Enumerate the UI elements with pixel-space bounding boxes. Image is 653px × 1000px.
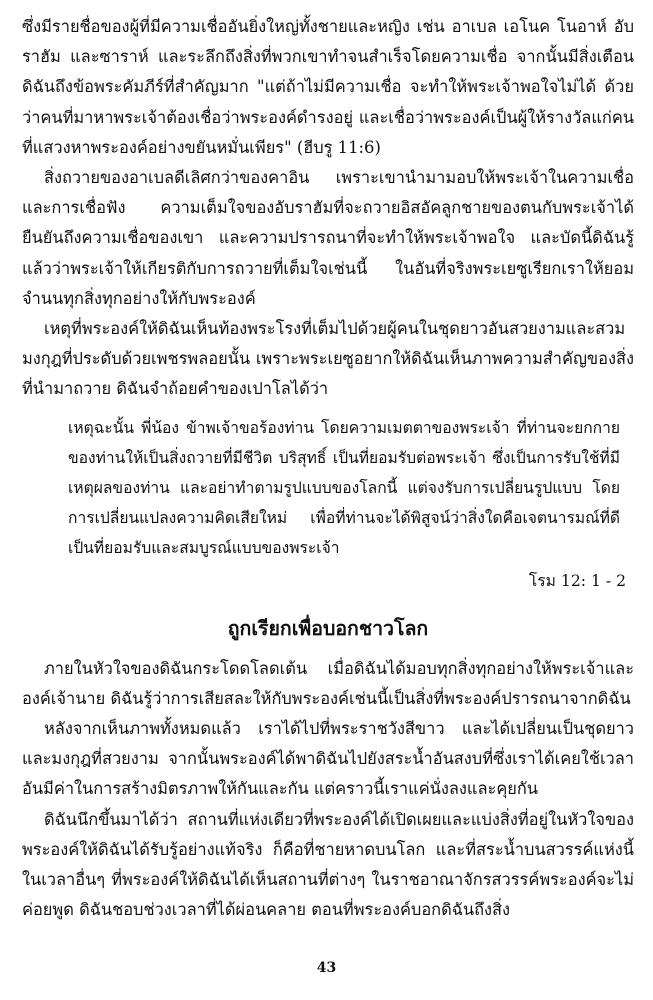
paragraph-5: หลังจากเห็นภาพทั้งหมดแล้ว เราได้ไปที่พระราชวังสีขาว และได้เปลี่ยนเป็นชุดยาวและมงกุฎที่สวยงาม จากนั้นพระองค์ได้พาดิฉันไปยังสระน้ำอันสงบที่ซึ่งเราได้เคยใช้เวลาอันมีค่าในการสร้างมิตรภาพให้กันและกัน แต่คราวนี้เราแค่นั่งลงและคุยกัน [22,719,634,799]
section-heading: ถูกเรียกเพื่อบอกชาวโลก [227,616,429,640]
paragraph-1: ซึ่งมีรายชื่อของผู้ที่มีความเชื่ออันยิ่งใหญ่ทั้งชายและหญิง เช่น อาเบล เอโนค โนอาห์ อับราฮัม และซาราห์ และระลึกถึงสิ่งที่พวกเขาทำจนสำเร็จโดยความเชื่อ จากนั้นมีสิ่งเตือนดิฉันถึงข้อพระคัมภีร์ที่สำคัญมาก "แต่ถ้าไม่มีความเชื่อ จะทำให้พระเจ้าพอใจไม่ได้ ด้วยว่าคนที่มาหาพระเจ้าต้องเชื่อว่าพระองค์ดำรงอยู่ และเชื่อว่าพระองค์เป็นผู้ให้รางวัลแก่คนที่แสวงหาพระองค์อย่างขยันหมั่นเพียร" (ฮีบรู 11:6) [22,17,634,157]
paragraph-3: เหตุที่พระองค์ให้ดิฉันเห็นท้องพระโรงที่เต็มไปด้วยผู้คนในชุดยาวอันสวยงามและสวมมงกุฎที่ประดับด้วยเพชรพลอยนั้น เพราะพระเยซูอยากให้ดิฉันเห็นภาพความสำคัญของสิ่งที่นำมาถวาย ดิฉันจำถ้อยคำของเปาโลได้ว่า [22,319,634,399]
block-quote: เหตุฉะนั้น พี่น้อง ข้าพเจ้าขอร้องท่าน โดยความเมตตาของพระเจ้า ที่ท่านจะยกกายของท่านให้เป็นสิ่งถวายที่มีชีวิต บริสุทธิ์ เป็นที่ยอมรับต่อพระเจ้า ซึ่งเป็นการรับใช้ที่มีเหตุผลของท่าน และอย่าทำตามรูปแบบของโลกนี้ แต่จงรับการเปลี่ยนรูปแบบ โดยการเปลี่ยนแปลงความคิดเสียใหม่ เพื่อที่ท่านจะได้พิสูจน์ว่าสิ่งใดคือเจตนารมณ์ที่ดี เป็นที่ยอมรับและสมบูรณ์แบบของพระเจ้า [68,418,620,558]
paragraph-2: สิ่งถวายของอาเบลดีเลิศกว่าของคาอิน เพราะเขานำมามอบให้พระเจ้าในความเชื่อและการเชื่อฟัง ความเต็มใจของอับราฮัมที่จะถวายอิสอัคลูกชายของตนกับพระเจ้าได้ยืนยันถึงความเชื่อของเขา และความปรารถนาที่จะทำให้พระเจ้าพอใจ และบัดนี้ดิฉันรู้แล้วว่าพระเจ้าให้เกียรติกับการถวายที่เต็มใจเช่นนี้ ในอันที่จริงพระเยซูเรียกเราให้ยอมจำนนทุกสิ่งทุกอย่างให้กับพระองค์ [22,168,634,308]
quote-reference: โรม 12: 1 - 2 [528,571,626,590]
paragraph-4: ภายในหัวใจของดิฉันกระโดดโลดเต้น เมื่อดิฉันได้มอบทุกสิ่งทุกอย่างให้พระเจ้าและองค์เจ้านาย ดิฉันรู้ว่าการเสียสละให้กับพระองค์เช่นนี้เป็นสิ่งที่พระองค์ปรารถนาจากดิฉัน [22,658,634,708]
paragraph-6: ดิฉันนึกขึ้นมาได้ว่า สถานที่แห่งเดียวที่พระองค์ได้เปิดเผยและแบ่งสิ่งที่อยู่ในหัวใจของพระองค์ให้ดิฉันได้รับรู้อย่างแท้จริง ก็คือที่ชายหาดบนโลก และที่สระน้ำบนสวรรค์แห่งนี้ ในเวลาอื่นๆ ที่พระองค์ให้ดิฉันได้เห็นสถานที่ต่างๆ ในราชอาณาจักรสวรรค์พระองค์จะไม่ค่อยพูด ดิฉันชอบช่วงเวลาที่ได้ผ่อนคลาย ตอนที่พระองค์บอกดิฉันถึงสิ่ง [22,809,634,920]
page-body [22,12,634,925]
page-number: 43 [316,960,337,976]
